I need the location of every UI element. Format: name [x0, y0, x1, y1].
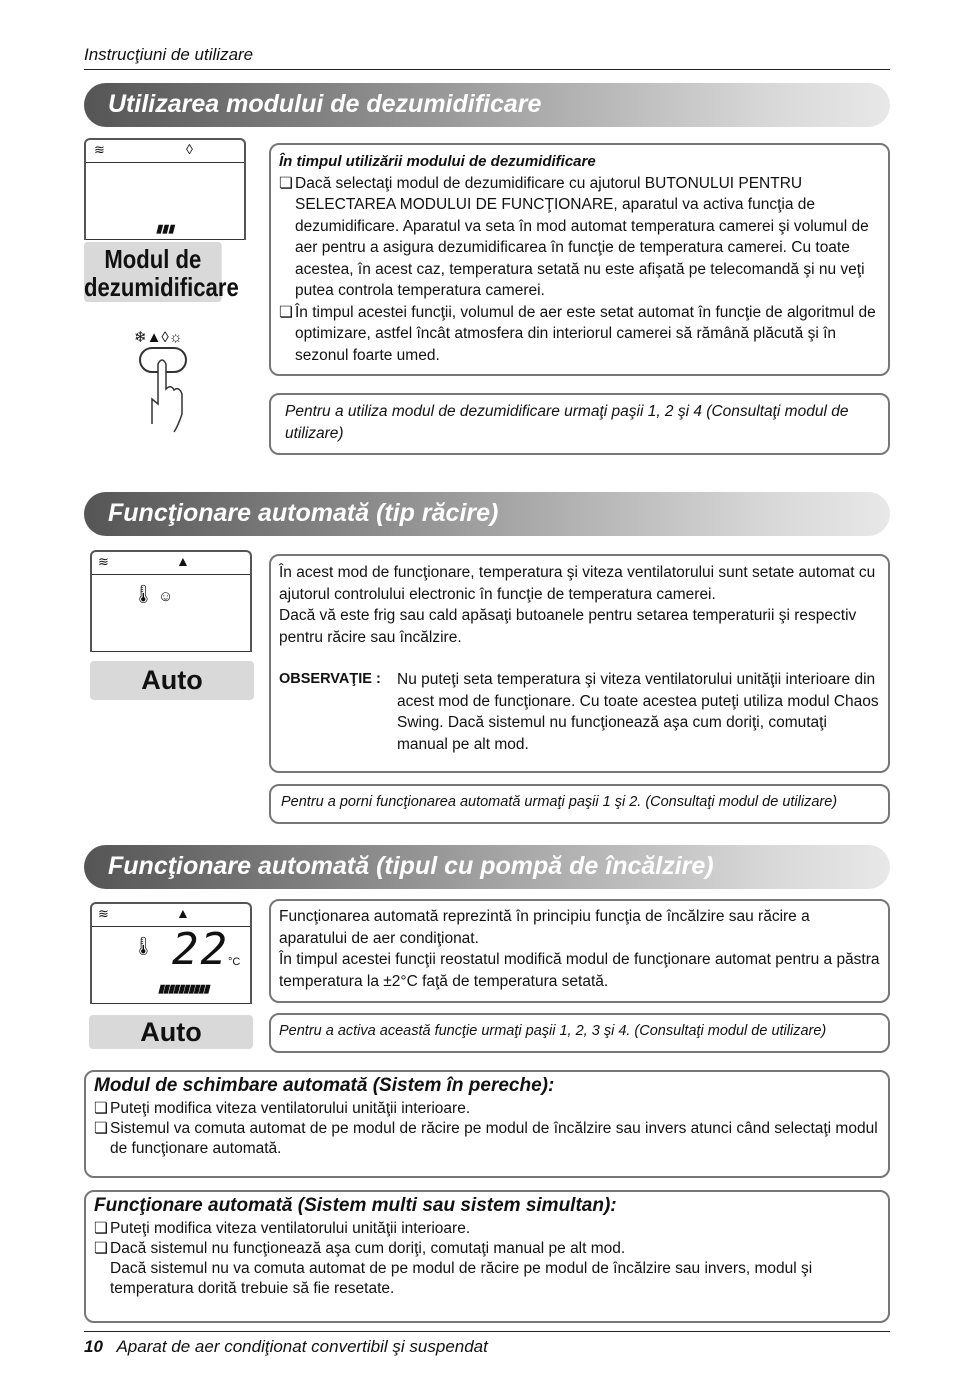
note-box: Pentru a porni funcţionarea automată urmaţi paşii 1 şi 2. (Consultaţi modul de utilizare) — [269, 784, 890, 824]
box-title: Modul de schimbare automată (Sistem în pereche): — [94, 1075, 555, 1096]
paragraph: Dacă vă este frig sau cald apăsaţi butoanele pentru setarea temperaturii şi respectiv pentru răcire sau încălzire. — [279, 607, 857, 646]
box-title: Funcţionare automată (Sistem multi sau sistem simultan): — [94, 1195, 617, 1216]
paragraph: Dacă sistemul nu va comuta automat de pe modul de răcire pe modul de încălzire sau invers, modul şi temperatura dorită trebuie să fie resetate. — [110, 1260, 813, 1297]
hand-press-button-icon — [138, 344, 194, 434]
bullet-item: ❏ Puteţi modifica viteza ventilatorului unităţii interioare. — [94, 1100, 471, 1117]
section-title-auto-heatpump: Funcţionare automată (tipul cu pompă de încălzire) — [84, 845, 890, 889]
box-title: În timpul utilizării modului de dezumidificare — [279, 153, 596, 170]
bullet-item: ❏ Dacă sistemul nu funcţionează aşa cum doriţi, comutaţi manual pe alt mod. — [94, 1240, 626, 1257]
mode-label: Auto — [89, 1015, 253, 1049]
observation-label: OBSERVAŢIE : — [279, 671, 381, 687]
signal-icon: ≋ — [98, 554, 109, 569]
footer — [84, 1337, 488, 1357]
mode-label: Modul de dezumidificare — [84, 244, 239, 302]
auto-heatpump-info-box — [269, 899, 890, 1003]
bullet-item: ❏ Sistemul va comuta automat de pe modul de răcire pe modul de încălzire sau invers atunci când selectaţi modul de funcţionare automată. — [94, 1120, 878, 1157]
lcd-display — [84, 138, 246, 240]
mode-label: Auto — [90, 661, 254, 700]
dehumidify-info-box — [269, 143, 890, 376]
divider — [84, 1331, 890, 1332]
thermometer-icon: 🌡 — [132, 936, 155, 956]
multi-system-box — [84, 1190, 890, 1323]
bullet-item: ❏ În timpul acestei funcţii, volumul de aer este setat automat în funcţie de algoritmul de optimizare, astfel încât atmosfera din interiorul camerei să rămână plăcută şi în sezonul foarte umed. — [279, 303, 876, 364]
bullet-item: ❏ Dacă selectaţi modul de dezumidificare cu ajutorul BUTONULUI PENTRU SELECTAREA MODULUI DE FUNCŢIONARE, aparatul va activa funcţia de dezumidificare. Aparatul va seta în mod automat temperatura camerei şi volumul de aer pentru a asigura dezumidificarea în funcţie de temperatura camerei. Cu toate acestea, în acest caz, temperatura setată nu este afişată pe telecomandă şi nu veţi putea controla temperatura camerei. — [279, 174, 869, 299]
fan-speed-icon: ▮▮▮▮▮▮▮▮▮▮ — [158, 983, 209, 995]
lcd-display — [90, 550, 252, 652]
section-title-auto-cooling: Funcţionare automată (tip răcire) — [84, 492, 890, 536]
observation-text: Nu puteţi seta temperatura şi viteza ventilatorului unităţii interioare din acest mod de funcţionare. Cu toate acestea puteţi utiliza modul Chaos Swing. Dacă sistemul nu funcţionează aşa cum doriţi, comutaţi manual pe alt mod. — [397, 671, 879, 753]
divider — [84, 69, 890, 70]
smiley-icon: ☺ — [158, 588, 174, 605]
note-box: Pentru a activa această funcţie urmaţi paşii 1, 2, 3 şi 4. (Consultaţi modul de utilizare) — [269, 1013, 890, 1053]
thermometer-icon: 🌡 — [132, 584, 155, 604]
paragraph: În acest mod de funcţionare, temperatura şi viteza ventilatorului sunt setate automat cu ajutorul controlului electronic în funcţie de temperatura camerei. — [279, 564, 876, 603]
auto-mode-icon: ▲ — [176, 553, 190, 569]
page-number: 10 — [84, 1337, 103, 1356]
auto-cooling-info-box — [269, 554, 890, 773]
water-drop-icon: ◊ — [186, 141, 193, 157]
paragraph: În timpul acestei funcţii reostatul modifică modul de funcţionare automat pentru a păstra temperatura la ±2°C faţă de temperatura setată. — [279, 951, 880, 990]
temperature-readout: 22 — [172, 924, 229, 975]
fan-speed-icon: ▮▮▮ — [156, 223, 175, 235]
note-box: Pentru a utiliza modul de dezumidificare urmaţi paşii 1, 2 şi 4 (Consultaţi modul de utilizare) — [269, 393, 890, 455]
running-head: Instrucţiuni de utilizare — [84, 45, 254, 64]
bullet-item: ❏ Puteţi modifica viteza ventilatorului unităţii interioare. — [94, 1220, 471, 1237]
signal-icon: ≋ — [98, 906, 109, 921]
lcd-display — [90, 902, 252, 1004]
footer-text: Aparat de aer condiţionat convertibil şi suspendat — [116, 1337, 488, 1356]
signal-icon: ≋ — [94, 142, 105, 157]
temperature-unit: °C — [228, 956, 241, 968]
section-title-dehumidify: Utilizarea modului de dezumidificare — [84, 83, 890, 127]
mode-icons: ❄▲◊☼ — [134, 329, 183, 346]
auto-mode-icon: ▲ — [176, 905, 190, 921]
pair-system-box — [84, 1070, 890, 1178]
paragraph: Funcţionarea automată reprezintă în principiu funcţia de încălzire sau răcire a aparatului de aer condiţionat. — [279, 908, 810, 947]
